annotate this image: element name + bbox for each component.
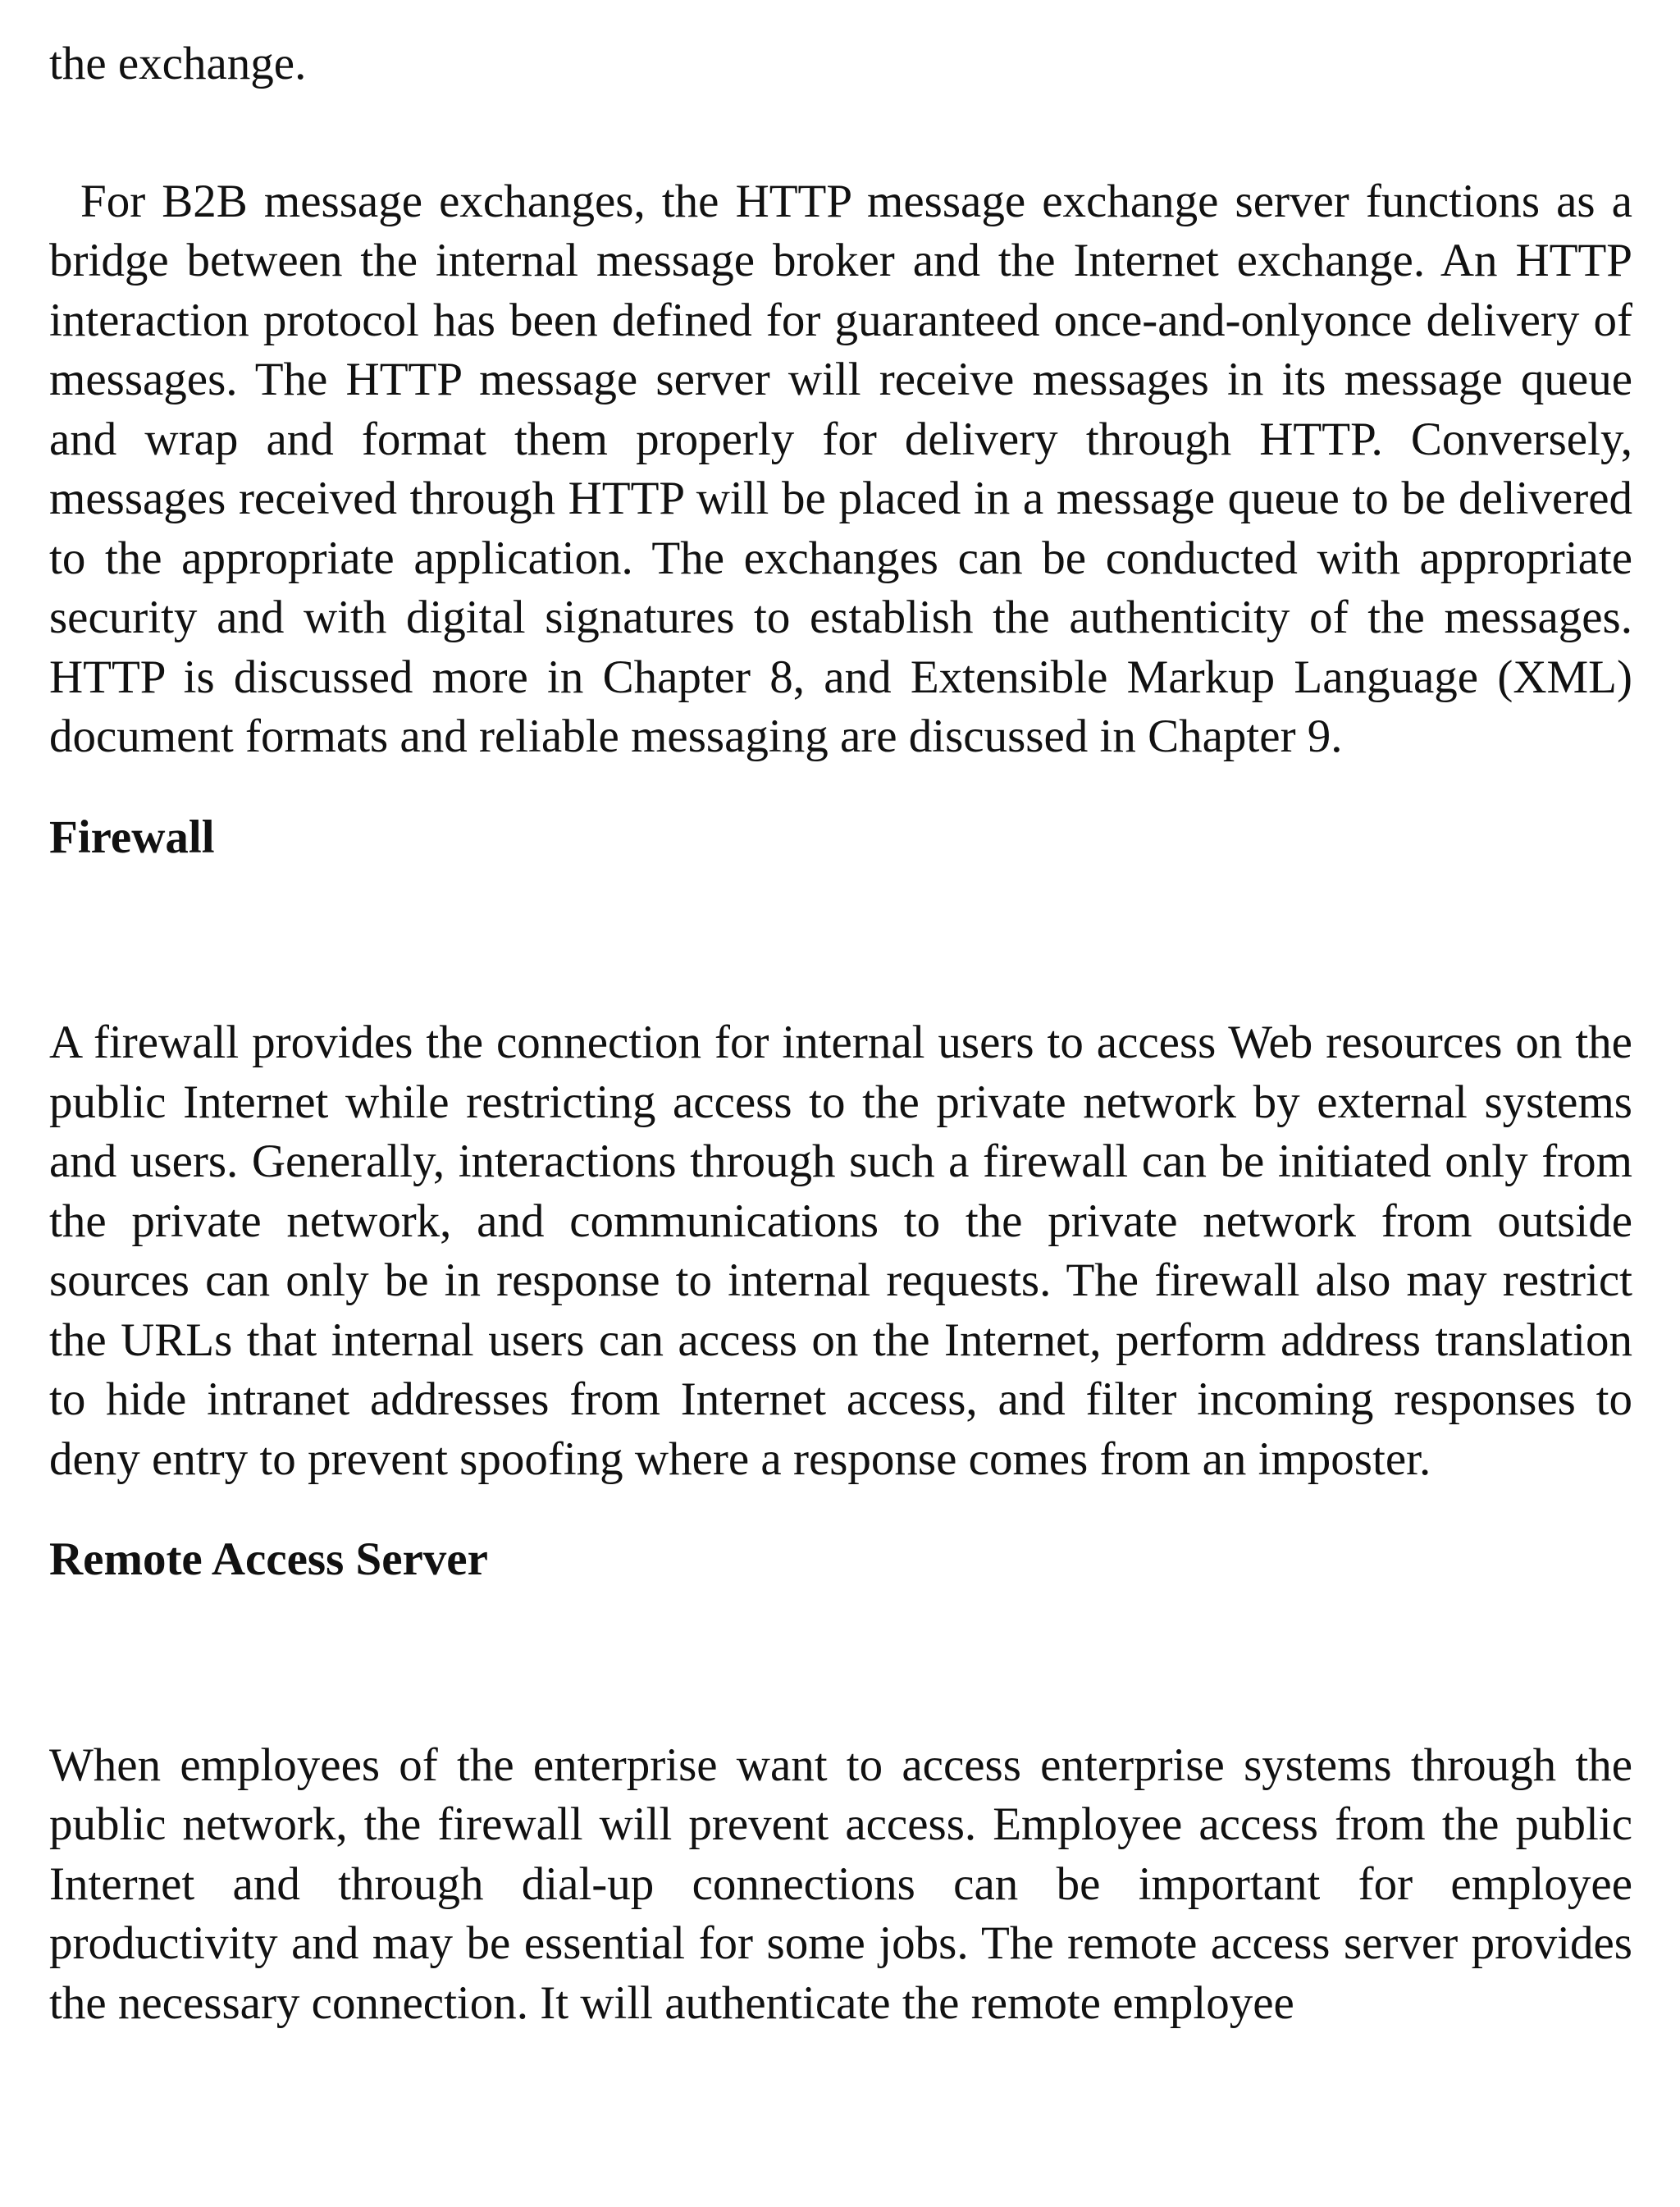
firewall-paragraph: A firewall provides the connection for internal users to access Web resources on the public Internet while restricting access to the private network by external systems and users. Generally, interactions through such a firewall can be initiated only from the private network, and communications to the private network from outside sources can only be in response to internal requests. The firewall also may restrict the URLs that internal users can access on the Internet, perform address translation to hide intranet addresses from Internet access, and filter incoming responses to deny entry to prevent spoofing where a response comes from an imposter. [49, 1017, 1632, 1485]
remote-access-server-heading: Remote Access Server [49, 1533, 488, 1585]
continued-paragraph: the exchange. [49, 38, 307, 89]
b2b-paragraph: For B2B message exchanges, the HTTP message exchange server functions as a bridge between the internal message broker and the Internet exchange. An HTTP interaction protocol has been defined for guaranteed once-and-onlyonce delivery of messages. The HTTP message server will receive messages in its message queue and wrap and format them properly for delivery through HTTP. Conversely, messages received through HTTP will be placed in a message queue to be delivered to the appropriate application. The exchanges can be conducted with appropriate security and with digital signatures to establish the authenticity of the messages. HTTP is discussed more in Chapter 8, and Extensible Markup Language (XML) document formats and reliable messaging are discussed in Chapter 9. [49, 175, 1632, 762]
firewall-heading: Firewall [49, 811, 215, 863]
document-page [49, 0, 1632, 2033]
remote-access-paragraph: When employees of the enterprise want to access enterprise systems through the public network, the firewall will prevent access. Employee access from the public Internet and through dial-up connections can be important for employee productivity and may be essential for some jobs. The remote access server provides the necessary connection. It will authenticate the remote employee [49, 1739, 1632, 2029]
